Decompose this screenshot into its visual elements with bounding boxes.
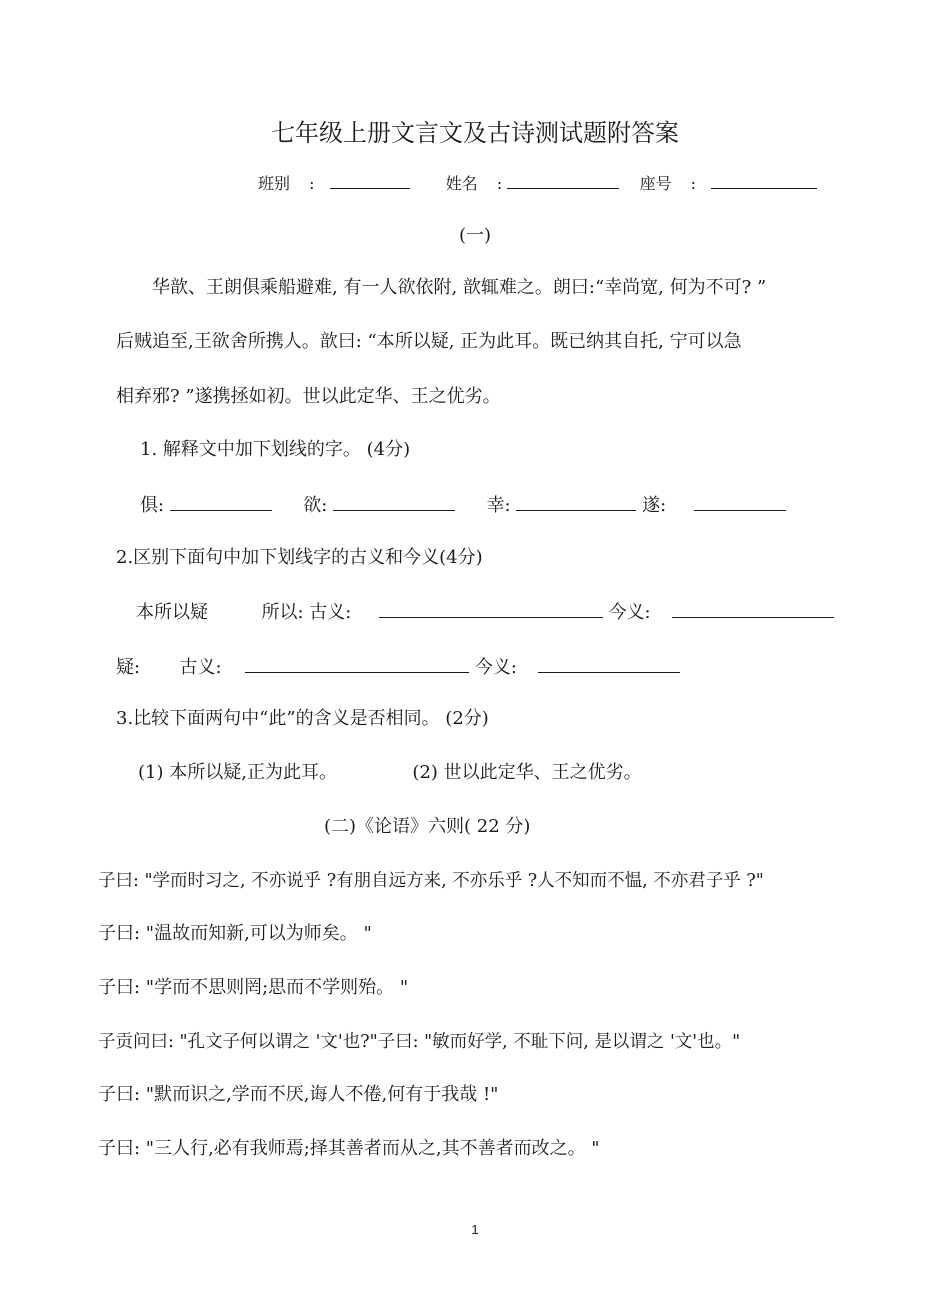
- word-label: 所以:: [261, 602, 304, 623]
- section-2-heading: (二)《论语》六则( 22 分): [324, 816, 531, 837]
- ancient-label: 古义:: [179, 657, 222, 678]
- analects-line: 子曰: "三人行,必有我师焉;择其善者而从之,其不善者而改之。 ": [98, 1138, 600, 1159]
- answer-blank[interactable]: [516, 492, 636, 511]
- sentence-2: (2) 世以此定华、王之优劣。: [412, 762, 642, 783]
- question-3-sentences: [138, 761, 642, 785]
- question-3: 3.比较下面两句中“此”的含义是否相同。 (2分): [116, 708, 489, 729]
- answer-blank[interactable]: [379, 599, 603, 618]
- passage-line: 相弃邪? ”遂携拯如初。世以此定华、王之优劣。: [116, 386, 501, 407]
- analects-line: 子曰: "默而识之,学而不厌,诲人不倦,何有于我哉 !": [98, 1084, 499, 1105]
- name-colon: :: [496, 174, 503, 193]
- question-2-row-2: [116, 654, 680, 680]
- analects-line: 子贡问曰: "孔文子何以谓之 '文'也?"子曰: "敏而好学, 不耻下问, 是以谓之 '文'也。": [98, 1032, 741, 1052]
- question-2-row-1: [136, 599, 834, 625]
- blank-label: 遂:: [642, 495, 667, 516]
- passage-line: 后贼追至,王欲舍所携人。歆曰: “本所以疑, 正为此耳。既已纳其自托, 宁可以急: [116, 331, 742, 352]
- analects-line: 子曰: "温故而知新,可以为师矣。 ": [98, 923, 372, 944]
- seat-colon: :: [690, 174, 697, 193]
- word-label: 疑:: [116, 657, 141, 678]
- page-title: 七年级上册文言文及古诗测试题附答案: [271, 119, 679, 147]
- answer-blank[interactable]: [538, 654, 680, 673]
- ancient-label: 古义:: [309, 602, 352, 623]
- class-blank[interactable]: [330, 170, 410, 189]
- name-blank[interactable]: [507, 170, 619, 189]
- question-2: 2.区别下面句中加下划线字的古义和今义(4分): [116, 547, 483, 568]
- answer-blank[interactable]: [694, 492, 786, 511]
- question-1: 1. 解释文中加下划线的字。 (4分): [140, 439, 411, 460]
- analects-line: 子曰: "学而时习之, 不亦说乎 ?有朋自远方来, 不亦乐乎 ?人不知而不愠, 不亦君子乎 ?": [98, 871, 764, 891]
- class-label: 班别: [258, 174, 291, 193]
- name-label: 姓名: [445, 174, 478, 193]
- answer-blank[interactable]: [170, 492, 272, 511]
- answer-blank[interactable]: [333, 492, 455, 511]
- class-colon: :: [309, 174, 315, 193]
- blank-label: 欲:: [303, 495, 328, 516]
- phrase-label: 本所以疑: [136, 602, 208, 623]
- question-1-blanks: [140, 492, 786, 518]
- modern-label: 今义:: [608, 602, 651, 623]
- blank-label: 俱:: [140, 495, 165, 516]
- answer-blank[interactable]: [672, 599, 834, 618]
- answer-blank[interactable]: [245, 654, 469, 673]
- passage-line: 华歆、王朗俱乘船避难, 有一人欲依附, 歆辄难之。朗曰:“幸尚宽, 何为不可? ”: [152, 277, 767, 298]
- seat-label: 座号: [639, 174, 672, 193]
- analects-line: 子曰: "学而不思则罔;思而不学则殆。 ": [98, 977, 409, 998]
- blank-label: 幸:: [486, 495, 511, 516]
- student-info-row: [258, 170, 817, 196]
- modern-label: 今义:: [474, 657, 517, 678]
- page-number: 1: [471, 1222, 479, 1237]
- sentence-1: (1) 本所以疑,正为此耳。: [138, 762, 337, 783]
- seat-blank[interactable]: [711, 170, 817, 189]
- section-1-heading: (一): [458, 225, 492, 246]
